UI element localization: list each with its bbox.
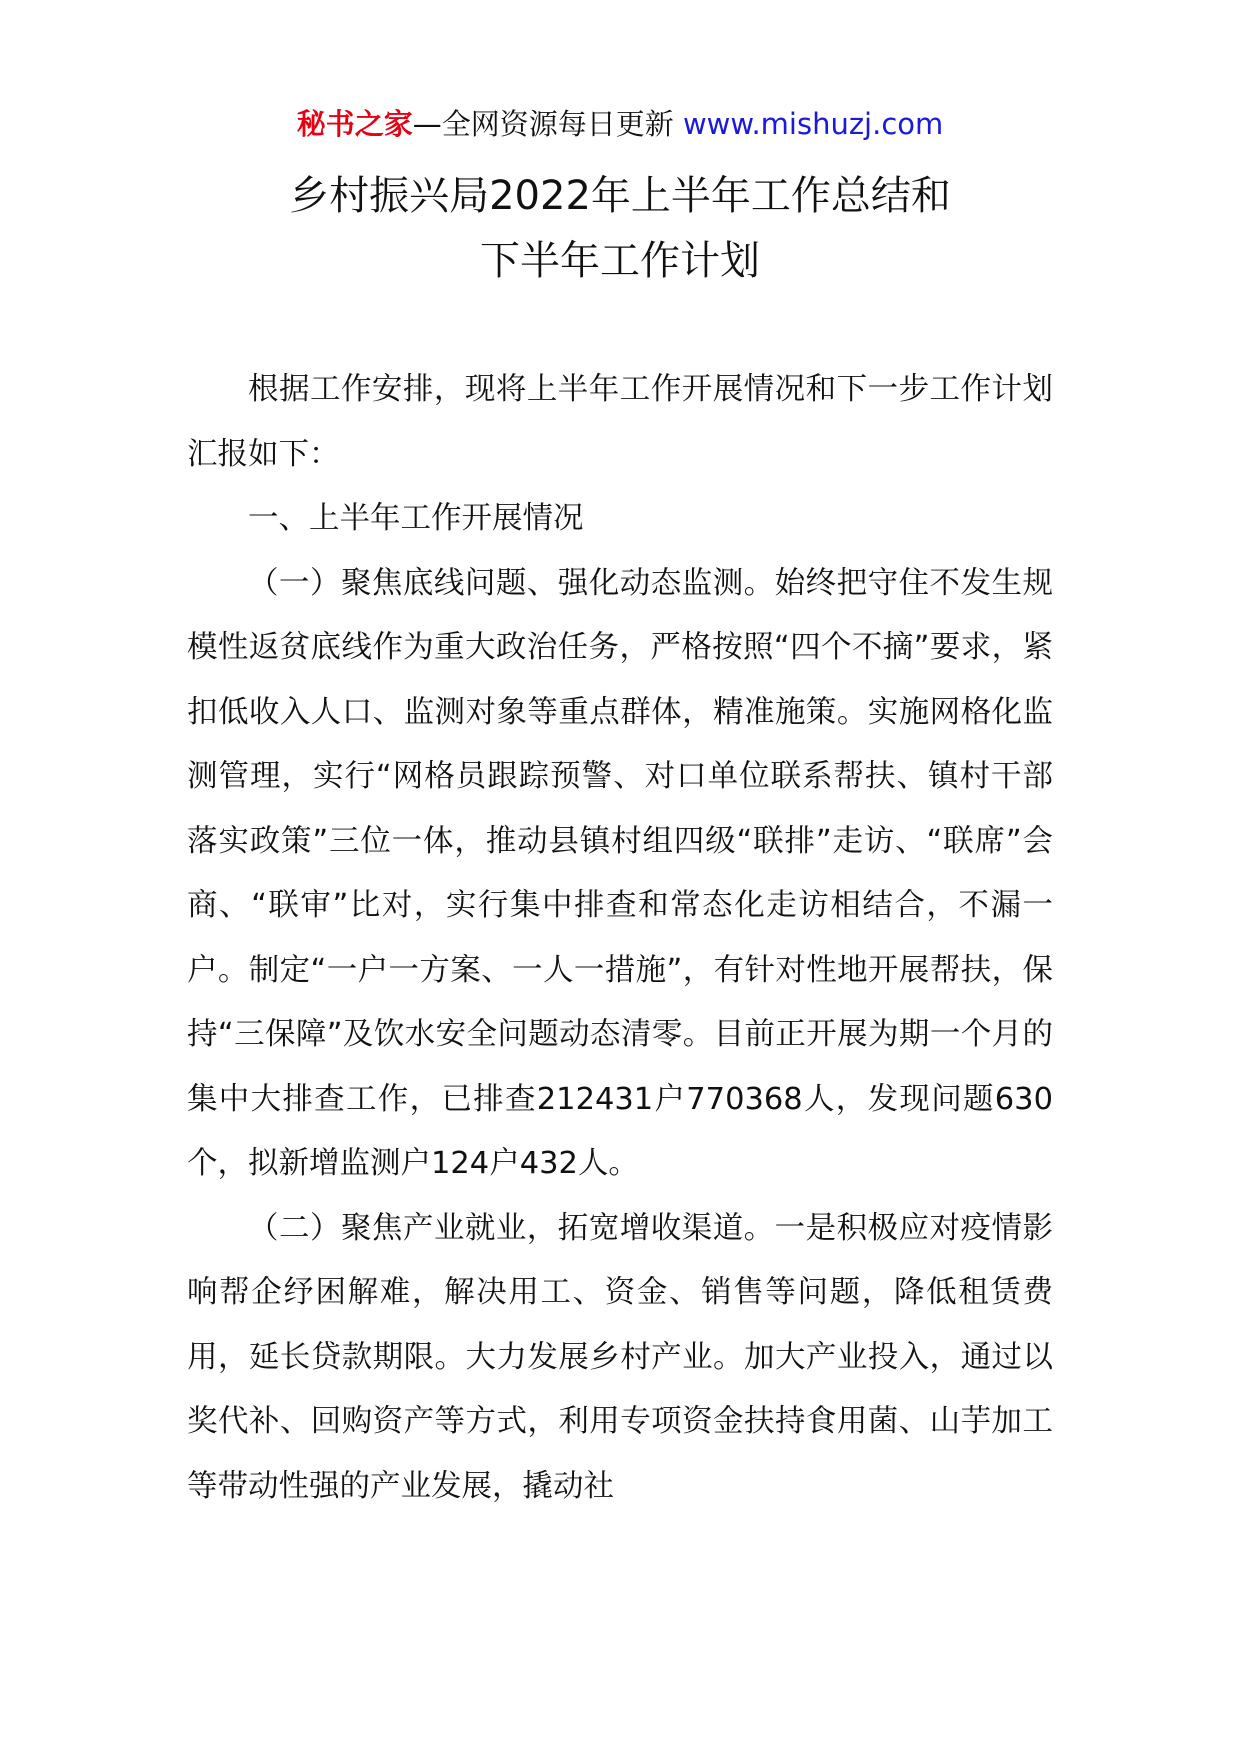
site-brand: 秘书之家 <box>296 107 413 141</box>
document-title-line-1: 乡村振兴局2022年上半年工作总结和 <box>289 173 951 219</box>
body-paragraph: （一）聚焦底线问题、强化动态监测。始终把守住不发生规模性返贫底线作为重大政治任务，严格按照“四个不摘”要求，紧扣低收入人口、监测对象等重点群体，精准施策。实施网格化监测管理，实行“网格员跟踪预警、对口单位联系帮扶、镇村干部落实政策”三位一体，推动县镇村组四级“联排”走访、“联席”会商、“联审”比对，实行集中排查和常态化走访相结合，不漏一户。制定“一户一方案、一人一措施”，有针对性地开展帮扶，保持“三保障”及饮水安全问题动态清零。目前正开展为期一个月的集中大排查工作，已排查212431户770368人，发现问题630个，拟新增监测户124户432人。 <box>187 565 1053 1181</box>
intro-paragraph: 根据工作安排，现将上半年工作开展情况和下一步工作计划汇报如下： <box>187 372 1053 472</box>
site-url-link[interactable]: www.mishuzj.com <box>682 107 944 141</box>
document-title-line-2: 下半年工作计划 <box>480 238 760 284</box>
section-heading: 一、上半年工作开展情况 <box>248 501 584 536</box>
body-paragraph: （二）聚焦产业就业，拓宽增收渠道。一是积极应对疫情影响帮企纾困解难，解决用工、资金、销售等问题，降低租赁费用，延长贷款期限。大力发展乡村产业。加大产业投入，通过以奖代补、回购资产等方式，利用专项资金扶持食用菌、山芋加工等带动性强的产业发展，撬动社 <box>187 1210 1053 1504</box>
document-body <box>187 358 1053 1519</box>
site-banner <box>0 104 1240 144</box>
site-slogan: —全网资源每日更新 <box>412 107 674 141</box>
